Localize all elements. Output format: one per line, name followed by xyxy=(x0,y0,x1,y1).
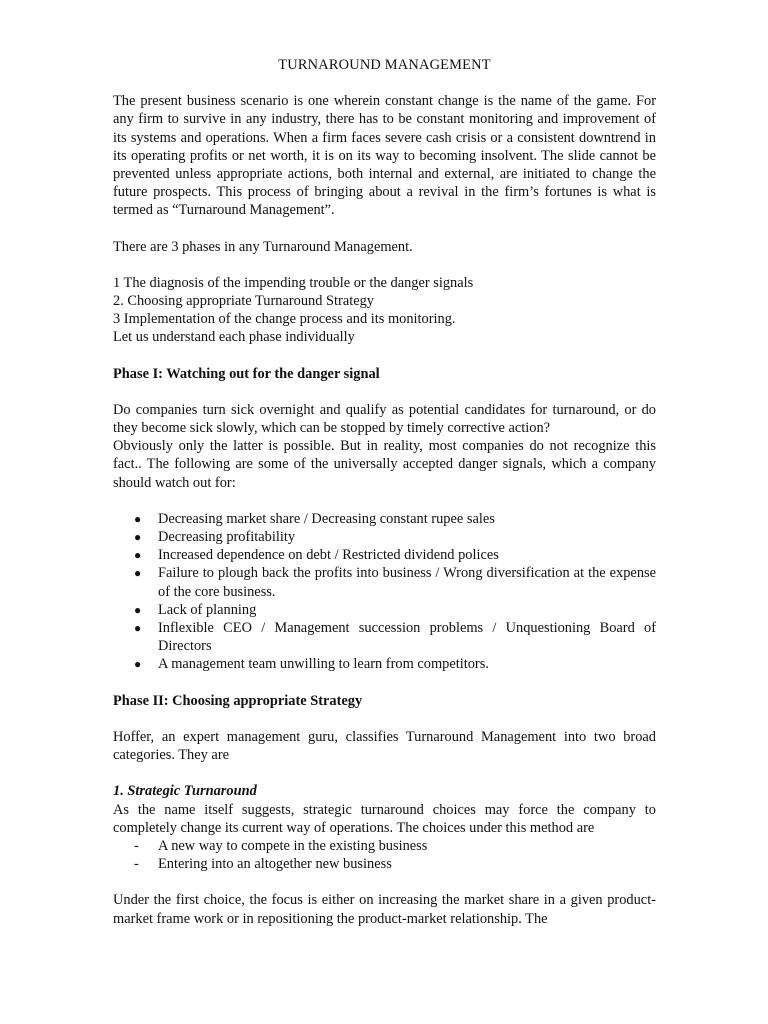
bullet-icon: ● xyxy=(134,511,142,526)
intro-paragraph: The present business scenario is one wherein constant change is the name of the game. For any firm to survive in any industry, there has to be constant monitoring and improvement of its systems and operations. When a firm faces severe cash crisis or a consistent downtrend in its operating profits or net worth, it is on its way to becoming insolvent. The slide cannot be prevented unless appropriate actions, both internal and external, are initiated to change the future prospects. This process of bringing about a revival in the firm’s fortunes is what is termed as “Turnaround Management”. xyxy=(113,93,656,219)
phase1-paragraph-2: Obviously only the latter is possible. But in reality, most companies do not recognize this fact.. The following are some of the universally accepted danger signals, which a company should watch out for: xyxy=(113,438,656,491)
document-title: TURNAROUND MANAGEMENT xyxy=(278,57,491,73)
phase1-heading: Phase I: Watching out for the danger signal xyxy=(113,365,380,382)
phase-list xyxy=(113,274,656,347)
phase-list-item: 1 The diagnosis of the impending trouble or the danger signals xyxy=(113,274,474,291)
phase2-paragraph-2: As the name itself suggests, strategic turnaround choices may force the company to completely change its current way of operations. The choices under this method are xyxy=(113,801,656,836)
list-item: - A new way to compete in the existing business xyxy=(134,837,428,854)
strategic-turnaround-heading: 1. Strategic Turnaround xyxy=(113,783,257,800)
document-page xyxy=(113,56,656,928)
bullet-icon: ● xyxy=(134,566,142,581)
list-item: ● Increased dependence on debt / Restricted dividend polices xyxy=(134,547,499,564)
bullet-icon: ● xyxy=(134,657,142,672)
phase2-heading: Phase II: Choosing appropriate Strategy xyxy=(113,692,363,709)
list-item: ● A management team unwilling to learn from competitors. xyxy=(134,656,489,673)
phase-list-item: 2. Choosing appropriate Turnaround Strategy xyxy=(113,293,375,310)
list-item: ● Lack of planning xyxy=(134,601,257,618)
list-item: ● Decreasing market share / Decreasing constant rupee sales xyxy=(134,510,495,527)
phase-list-item: Let us understand each phase individually xyxy=(113,329,355,346)
bullet-icon: ● xyxy=(134,548,142,563)
bullet-icon: ● xyxy=(134,621,142,636)
phase2-paragraph-3: Under the first choice, the focus is either on increasing the market share in a given product-market frame work or in repositioning the product-market relationship. The xyxy=(113,892,656,927)
list-item: ● Inflexible CEO / Management succession problems / Unquestioning Board of Directors xyxy=(134,620,656,655)
choices-list xyxy=(113,837,656,873)
phase-list-item: 3 Implementation of the change process and its monitoring. xyxy=(113,311,456,328)
phases-intro: There are 3 phases in any Turnaround Management. xyxy=(113,238,413,255)
list-item: - Entering into an altogether new business xyxy=(134,856,392,873)
bullet-icon: ● xyxy=(134,530,142,545)
phase1-paragraph-1: Do companies turn sick overnight and qualify as potential candidates for turnaround, or do they become sick slowly, which can be stopped by timely corrective action? xyxy=(113,401,656,437)
list-item: ● Failure to plough back the profits into business / Wrong diversification at the expense of the core business. xyxy=(134,565,656,600)
dash-icon: - xyxy=(134,856,139,873)
list-item: ● Decreasing profitability xyxy=(134,529,296,546)
danger-signals-list xyxy=(113,510,656,674)
bullet-icon: ● xyxy=(134,602,142,617)
dash-icon: - xyxy=(134,837,139,854)
phase2-paragraph-1: Hoffer, an expert management guru, classifies Turnaround Management into two broad categories. They are xyxy=(113,728,656,764)
